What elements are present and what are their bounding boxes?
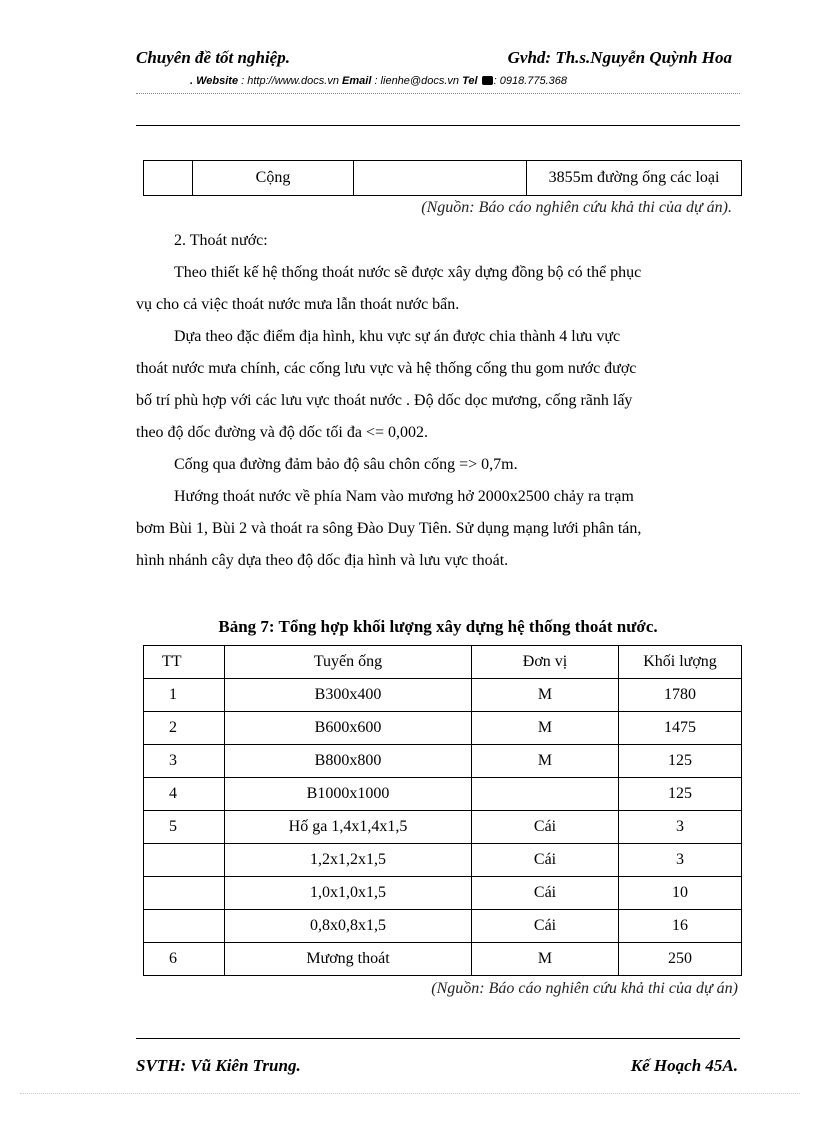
table-cell: 125	[619, 778, 742, 811]
table-cell: 3	[144, 745, 225, 778]
table-cell: 5	[144, 811, 225, 844]
paragraph-line: Theo thiết kế hệ thống thoát nước sẽ được xây dựng đồng bộ có thể phục	[174, 264, 642, 281]
section-heading: 2. Thoát nước:	[174, 232, 268, 249]
paragraph-line: vụ cho cả việc thoát nước mưa lẫn thoát nước bẩn.	[136, 296, 460, 313]
paragraph-line: Dựa theo đặc điểm địa hình, khu vực sự án được chia thành 4 lưu vực	[174, 328, 621, 345]
footer-class: Kế Hoạch 45A.	[630, 1056, 738, 1075]
source-note-1: (Nguồn: Báo cáo nghiên cứu khả thi của dự án).	[421, 199, 732, 216]
table-cell: 250	[619, 943, 742, 976]
table-cell: 10	[619, 877, 742, 910]
table-row	[144, 811, 742, 844]
header-rule	[136, 125, 740, 126]
paragraph-line: thoát nước mưa chính, các cống lưu vực và hệ thống cống thu gom nước được	[136, 360, 637, 377]
website-label: . Website	[190, 75, 239, 87]
table-cell	[144, 910, 225, 943]
email-label: Email	[342, 75, 372, 87]
section-text	[136, 225, 740, 577]
footer-author: SVTH: Vũ Kiên Trung.	[136, 1056, 301, 1075]
paragraph-line: Hướng thoát nước về phía Nam vào mương hở 2000x2500 chảy ra trạm	[174, 488, 634, 505]
table-cell: 1	[144, 679, 225, 712]
table-cell: B800x800	[225, 745, 472, 778]
header-title-left: Chuyên đề tốt nghiệp.	[136, 48, 290, 67]
header-dotted-rule	[136, 93, 740, 94]
table-cell: Cộng	[193, 161, 354, 196]
table-cell: 3	[619, 844, 742, 877]
table-cell: 0,8x0,8x1,5	[225, 910, 472, 943]
table-cell: 3855m đường ống các loại	[527, 161, 742, 196]
table-row	[144, 712, 742, 745]
drainage-volume-table	[143, 645, 742, 976]
table-cell: Cái	[472, 844, 619, 877]
table-row	[144, 161, 742, 196]
table-cell	[144, 877, 225, 910]
table-cell: B600x600	[225, 712, 472, 745]
pipe-total-table	[143, 160, 742, 196]
column-header: Tuyến ống	[225, 646, 472, 679]
website-value: : http://www.docs.vn	[238, 75, 343, 87]
table-cell: 1475	[619, 712, 742, 745]
tel-label: Tel	[462, 75, 478, 87]
column-header: TT	[144, 646, 225, 679]
source-note-2: (Nguồn: Báo cáo nghiên cứu khả thi của dự án)	[431, 980, 738, 997]
table-cell: Cái	[472, 877, 619, 910]
table-cell: 125	[619, 745, 742, 778]
column-header: Khối lượng	[619, 646, 742, 679]
paragraph-line: bố trí phù hợp với các lưu vực thoát nước . Độ dốc dọc mương, cống rãnh lấy	[136, 392, 633, 409]
table-cell: 1780	[619, 679, 742, 712]
paragraph-line: hình nhánh cây dựa theo độ dốc địa hình và lưu vực thoát.	[136, 552, 509, 569]
table-cell: Cái	[472, 910, 619, 943]
table-cell: 1,0x1,0x1,5	[225, 877, 472, 910]
table-cell: Mương thoát	[225, 943, 472, 976]
table-row	[144, 745, 742, 778]
table-row	[144, 943, 742, 976]
tel-value: : 0918.775.368	[493, 75, 568, 87]
table-cell: M	[472, 712, 619, 745]
table-cell: B1000x1000	[225, 778, 472, 811]
paragraph-line: bơm Bùi 1, Bùi 2 và thoát ra sông Đào Duy Tiên. Sử dụng mạng lưới phân tán,	[136, 520, 642, 537]
paragraph-line: theo độ dốc đường và độ dốc tối đa <= 0,002.	[136, 424, 429, 441]
header-title-right: Gvhd: Th.s.Nguyễn Quỳnh Hoa	[507, 48, 732, 67]
table-row	[144, 679, 742, 712]
table-cell: 3	[619, 811, 742, 844]
header-contact-line	[190, 75, 567, 87]
table-cell	[144, 844, 225, 877]
table-cell: 4	[144, 778, 225, 811]
table-header-row	[144, 646, 742, 679]
table-cell	[354, 161, 527, 196]
table-cell: M	[472, 745, 619, 778]
footer-dotted-rule	[20, 1093, 800, 1094]
table-cell: Cái	[472, 811, 619, 844]
phone-icon	[482, 76, 493, 85]
table-cell: 2	[144, 712, 225, 745]
table-cell	[144, 161, 193, 196]
table-cell: 1,2x1,2x1,5	[225, 844, 472, 877]
paragraph-line: Cống qua đường đảm bảo độ sâu chôn cống => 0,7m.	[174, 456, 518, 473]
table-cell: M	[472, 943, 619, 976]
table-row	[144, 877, 742, 910]
page-header	[136, 48, 736, 72]
table-caption: Bảng 7: Tổng hợp khối lượng xây dựng hệ thống thoát nước.	[218, 617, 658, 636]
table-cell: M	[472, 679, 619, 712]
table-cell	[472, 778, 619, 811]
footer-rule	[136, 1038, 740, 1039]
table-row	[144, 844, 742, 877]
table-cell: Hố ga 1,4x1,4x1,5	[225, 811, 472, 844]
table-cell: B300x400	[225, 679, 472, 712]
column-header: Đơn vị	[472, 646, 619, 679]
table-row	[144, 910, 742, 943]
table-row	[144, 778, 742, 811]
table-cell: 16	[619, 910, 742, 943]
table-cell: 6	[144, 943, 225, 976]
email-value: : lienhe@docs.vn	[371, 75, 463, 87]
